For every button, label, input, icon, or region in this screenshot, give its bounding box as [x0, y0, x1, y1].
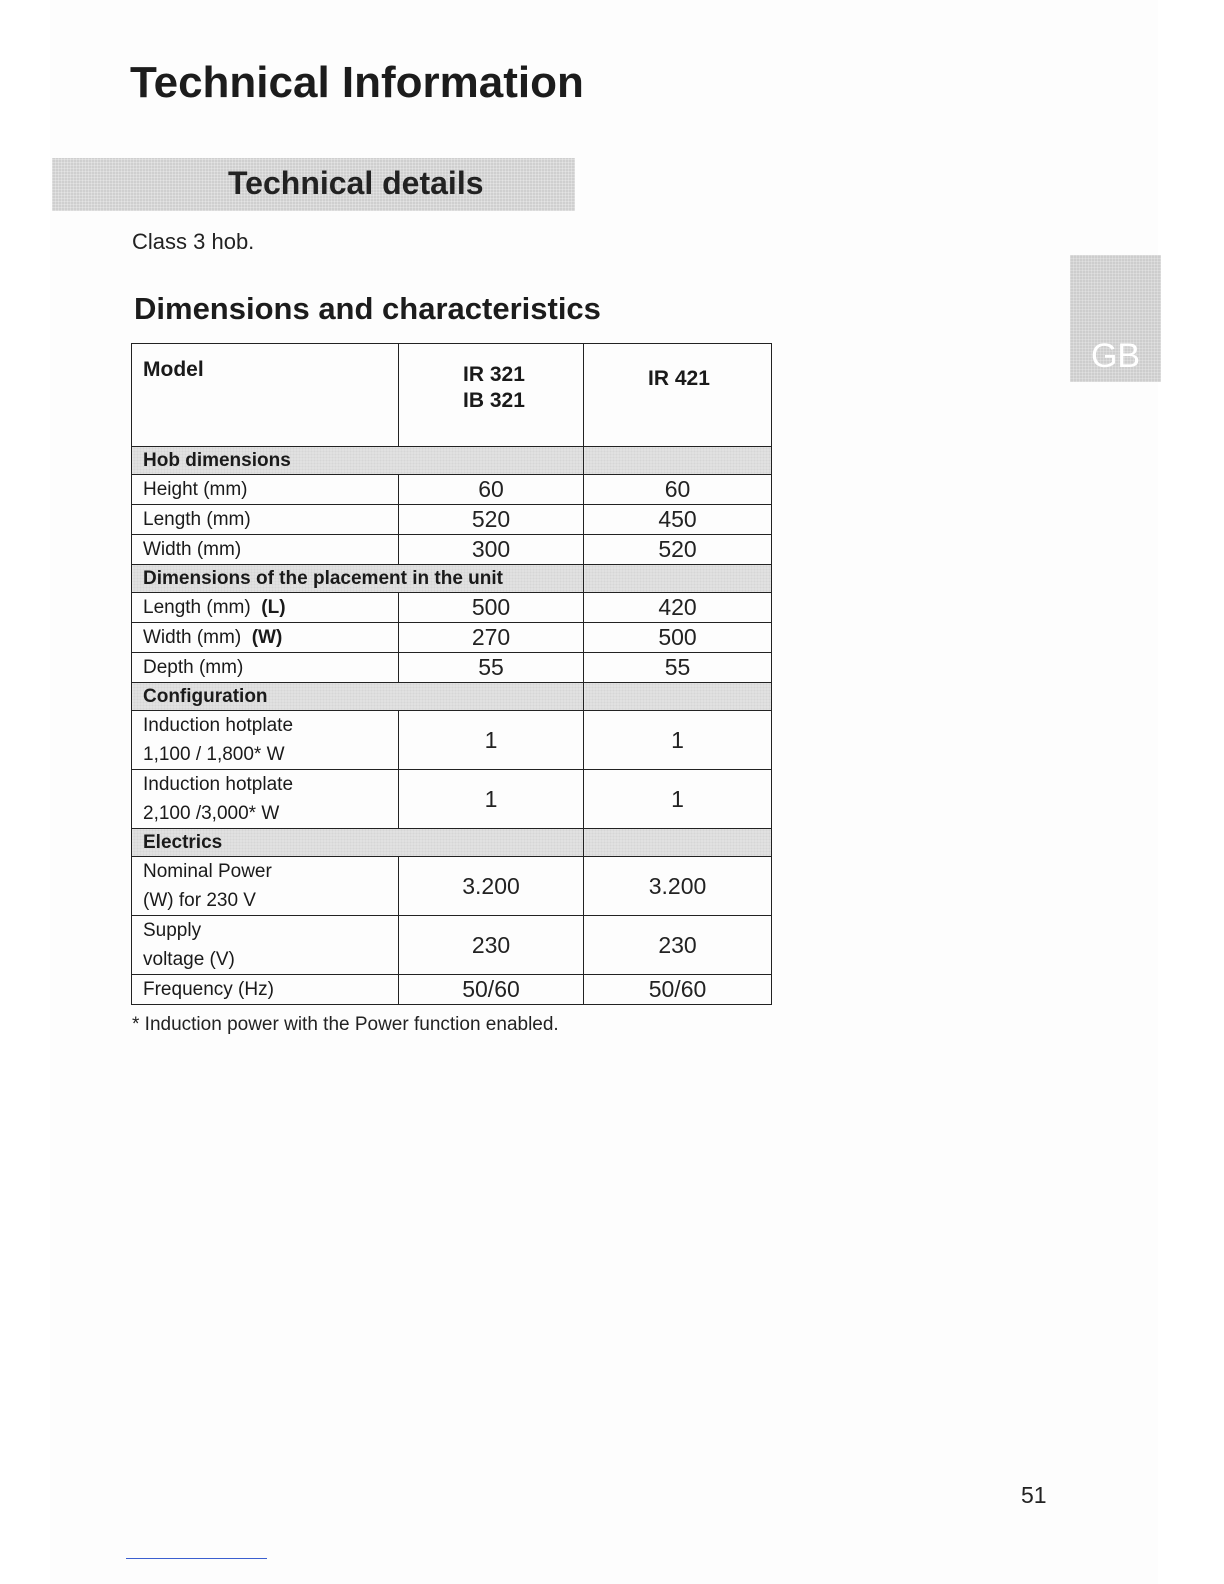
section-heading: Technical details — [228, 165, 484, 201]
row-label-cell — [132, 916, 399, 975]
table-row — [132, 475, 772, 505]
value-cell — [399, 711, 584, 770]
value-cell — [584, 593, 772, 623]
row-label-text: Width (mm) — [143, 627, 242, 648]
row-value: 1 — [671, 726, 684, 753]
row-value: 230 — [658, 931, 697, 958]
header-cell — [399, 344, 584, 447]
table-row — [132, 593, 772, 623]
model-name: IB 321 — [463, 389, 525, 412]
group-header-cell — [584, 829, 772, 857]
row-label-cell — [132, 475, 399, 505]
model-name: IR 321 — [463, 363, 525, 386]
group-title: Hob dimensions — [143, 449, 291, 471]
row-label: Length (mm) — [143, 509, 251, 530]
group-header-cell — [132, 683, 584, 711]
table-row — [132, 505, 772, 535]
value-cell — [584, 916, 772, 975]
row-label: Nominal Power — [143, 861, 272, 882]
value-cell — [399, 593, 584, 623]
row-value: 1 — [484, 785, 498, 812]
row-value: 55 — [478, 654, 504, 680]
row-value: 500 — [658, 624, 697, 650]
table-row — [132, 770, 772, 829]
row-value: 50/60 — [462, 976, 520, 1002]
row-label: Depth (mm) — [143, 657, 244, 678]
row-value: 270 — [471, 624, 511, 650]
row-label-cell — [132, 593, 399, 623]
page-title: Technical Information — [130, 58, 584, 107]
row-value: 420 — [658, 594, 697, 620]
row-label-suffix: (W) — [251, 627, 283, 648]
table-row — [132, 916, 772, 975]
row-label: Induction hotplate — [143, 715, 294, 736]
row-label-text: Length (mm) — [143, 597, 251, 618]
row-value: 1 — [484, 726, 498, 753]
value-cell — [399, 653, 584, 683]
table-row — [132, 653, 772, 683]
row-label-cell — [132, 505, 399, 535]
header-cell — [584, 344, 772, 447]
row-value: 500 — [471, 594, 511, 620]
table-row — [132, 535, 772, 565]
value-cell — [399, 770, 584, 829]
footnote: * Induction power with the Power function enabled. — [132, 1014, 559, 1035]
header-cell — [132, 344, 399, 447]
value-cell — [584, 857, 772, 916]
group-header-cell — [584, 683, 772, 711]
row-value: 520 — [471, 506, 511, 532]
group-header-row — [132, 565, 772, 593]
value-cell — [584, 975, 772, 1005]
row-value: 300 — [471, 536, 511, 562]
row-label: Induction hotplate — [143, 774, 294, 795]
row-label-cell — [132, 535, 399, 565]
value-cell — [584, 475, 772, 505]
value-cell — [399, 475, 584, 505]
group-header-row — [132, 447, 772, 475]
row-label-cell — [132, 653, 399, 683]
row-value: 3.200 — [462, 872, 520, 899]
row-label: Width (mm) — [143, 539, 242, 560]
row-value: 3.200 — [648, 872, 707, 899]
value-cell — [399, 916, 584, 975]
group-header-cell — [584, 447, 772, 475]
group-header-cell — [584, 565, 772, 593]
row-label — [132, 623, 398, 652]
row-label — [132, 593, 398, 622]
footer-rule — [126, 1558, 267, 1559]
value-cell — [399, 975, 584, 1005]
group-title: Dimensions of the placement in the unit — [143, 567, 503, 589]
row-label-cell — [132, 857, 399, 916]
model-label: Model — [143, 358, 204, 381]
row-value: 60 — [664, 476, 691, 502]
value-cell — [399, 505, 584, 535]
table-row — [132, 623, 772, 653]
table-header-row — [132, 344, 772, 447]
group-header-cell — [132, 829, 584, 857]
value-cell — [584, 653, 772, 683]
row-value: 55 — [664, 654, 691, 680]
table-row — [132, 711, 772, 770]
group-header-cell — [132, 565, 584, 593]
value-cell — [399, 535, 584, 565]
group-header-cell — [132, 447, 584, 475]
row-value: 1 — [671, 785, 684, 812]
row-label: Supply — [143, 920, 202, 941]
language-tab-label: GB — [1090, 337, 1141, 375]
row-label-line2: 2,100 /3,000* W — [143, 803, 280, 824]
value-cell — [584, 535, 772, 565]
value-cell — [584, 623, 772, 653]
page-number: 51 — [1021, 1482, 1047, 1508]
row-label-suffix: (L) — [261, 597, 286, 618]
table-row — [132, 857, 772, 916]
row-label-cell — [132, 711, 399, 770]
group-header-row — [132, 683, 772, 711]
row-label-line2: 1,100 / 1,800* W — [143, 744, 285, 765]
row-label-cell — [132, 770, 399, 829]
row-label-line2: voltage (V) — [143, 949, 235, 970]
row-label-line2: (W) for 230 V — [143, 890, 256, 911]
value-cell — [399, 857, 584, 916]
group-header-row — [132, 829, 772, 857]
group-title: Electrics — [143, 831, 223, 853]
row-value: 230 — [471, 931, 511, 958]
table-row — [132, 975, 772, 1005]
language-tab — [1070, 255, 1161, 382]
value-cell — [584, 711, 772, 770]
group-title: Configuration — [143, 685, 268, 707]
row-label-cell — [132, 975, 399, 1005]
row-label-cell — [132, 623, 399, 653]
row-value: 520 — [658, 536, 697, 562]
value-cell — [584, 505, 772, 535]
row-label: Frequency (Hz) — [143, 979, 274, 1000]
row-value: 60 — [478, 476, 504, 502]
value-cell — [399, 623, 584, 653]
dimensions-heading: Dimensions and characteristics — [134, 291, 601, 326]
row-value: 450 — [658, 506, 697, 532]
specifications-table — [131, 343, 772, 1005]
row-label: Height (mm) — [143, 479, 248, 500]
row-value: 50/60 — [648, 976, 707, 1002]
model-name: IR 421 — [648, 367, 710, 390]
class-text: Class 3 hob. — [132, 229, 255, 254]
value-cell — [584, 770, 772, 829]
